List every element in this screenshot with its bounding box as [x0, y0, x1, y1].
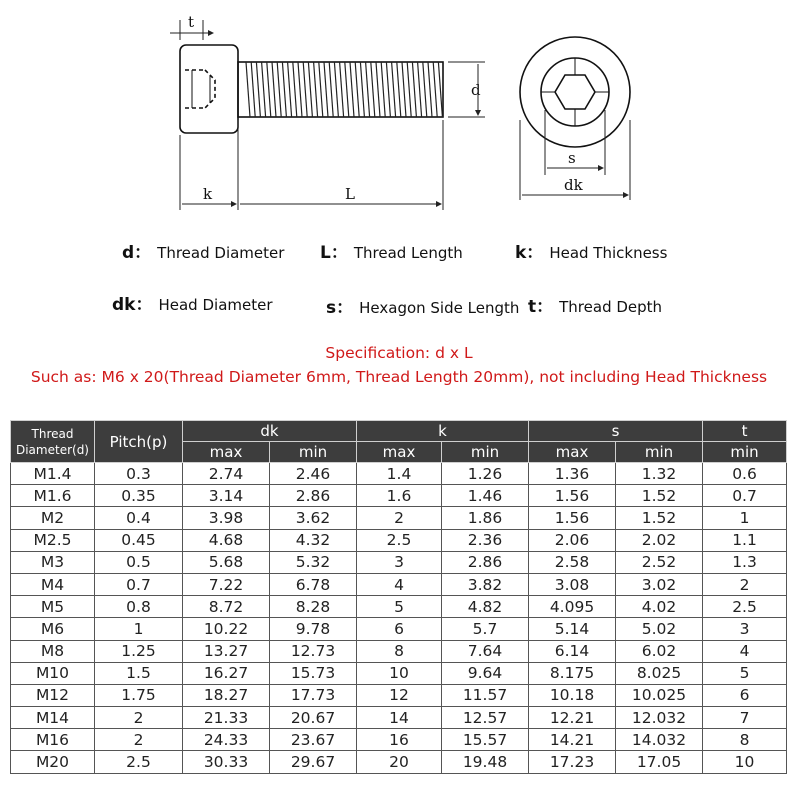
thread-line [433, 62, 437, 117]
thread-line [334, 62, 338, 117]
table-cell: 0.5 [95, 551, 183, 573]
thread-line [277, 62, 281, 117]
thread-line [418, 62, 422, 117]
table-cell: 0.4 [95, 507, 183, 529]
table-cell: 1.56 [529, 485, 616, 507]
thread-line [308, 62, 312, 117]
spec-format: Specification: d x L [325, 344, 473, 362]
thread-line [345, 62, 349, 117]
table-cell: 21.33 [183, 707, 270, 729]
table-cell: 10.025 [616, 684, 703, 706]
table-cell: M2.5 [11, 529, 95, 551]
table-cell: 4 [703, 640, 787, 662]
table-cell: 7.64 [442, 640, 529, 662]
table-row [11, 729, 787, 751]
table-cell: 16.27 [183, 662, 270, 684]
label-d: d [471, 81, 481, 99]
table-cell: M14 [11, 707, 95, 729]
header-pitch: Pitch(p) [95, 421, 183, 463]
thread-line [329, 62, 333, 117]
table-cell: 19.48 [442, 751, 529, 773]
label-L: L [345, 185, 355, 203]
table-cell: 5.32 [270, 551, 357, 573]
table-cell: 8 [357, 640, 442, 662]
table-cell: 9.64 [442, 662, 529, 684]
table-cell: M16 [11, 729, 95, 751]
table-row [11, 618, 787, 640]
table-row [11, 662, 787, 684]
spec-table [10, 420, 787, 774]
thread-line [293, 62, 297, 117]
thread-line [392, 62, 396, 117]
table-cell: M12 [11, 684, 95, 706]
table-cell: 1.46 [442, 485, 529, 507]
thread-line [340, 62, 344, 117]
thread-line [386, 62, 390, 117]
table-cell: 6.02 [616, 640, 703, 662]
table-cell: 2.5 [357, 529, 442, 551]
table-cell: 5.14 [529, 618, 616, 640]
header-dk-max: max [183, 442, 270, 463]
table-cell: 8 [703, 729, 787, 751]
header-thread-diameter: Thread Diameter(d) [11, 421, 95, 463]
table-cell: 12 [357, 684, 442, 706]
table-cell: 23.67 [270, 729, 357, 751]
table-cell: 29.67 [270, 751, 357, 773]
thread-line [350, 62, 354, 117]
thread-line [371, 62, 375, 117]
table-row [11, 463, 787, 485]
table-cell: 2.36 [442, 529, 529, 551]
table-cell: 16 [357, 729, 442, 751]
table-cell: 20 [357, 751, 442, 773]
table-cell: 17.23 [529, 751, 616, 773]
thread-line [272, 62, 276, 117]
table-cell: 1 [95, 618, 183, 640]
table-cell: 5.7 [442, 618, 529, 640]
table-cell: M4 [11, 573, 95, 595]
thread-line [251, 62, 255, 117]
table-cell: 12.73 [270, 640, 357, 662]
thread-line [438, 62, 442, 117]
end-view [520, 37, 630, 147]
table-cell: 12.21 [529, 707, 616, 729]
legend-s: s： Hexagon Side Length [326, 298, 520, 318]
table-cell: 1.52 [616, 485, 703, 507]
table-cell: 2 [95, 729, 183, 751]
table-cell: 4.095 [529, 596, 616, 618]
table-cell: 1.52 [616, 507, 703, 529]
table-cell: 11.57 [442, 684, 529, 706]
table-cell: 24.33 [183, 729, 270, 751]
table-cell: 1.75 [95, 684, 183, 706]
table-row [11, 751, 787, 773]
table-cell: M5 [11, 596, 95, 618]
table-cell: 1.1 [703, 529, 787, 551]
screw-head [180, 45, 238, 133]
table-cell: 2 [357, 507, 442, 529]
table-cell: 10.18 [529, 684, 616, 706]
header-s: s [529, 421, 703, 442]
thread-line [366, 62, 370, 117]
table-cell: 17.73 [270, 684, 357, 706]
thread-line [288, 62, 292, 117]
thread-line [298, 62, 302, 117]
table-cell: 18.27 [183, 684, 270, 706]
thread-line [360, 62, 364, 117]
table-cell: 4.02 [616, 596, 703, 618]
table-cell: M6 [11, 618, 95, 640]
table-row [11, 485, 787, 507]
header-s-max: max [529, 442, 616, 463]
label-dk: dk [564, 176, 583, 194]
table-cell: M1.4 [11, 463, 95, 485]
table-cell: 1.6 [357, 485, 442, 507]
table-cell: 14 [357, 707, 442, 729]
table-cell: 3.82 [442, 573, 529, 595]
thread-line [381, 62, 385, 117]
screw-diagram [0, 0, 798, 225]
table-cell: 2.74 [183, 463, 270, 485]
table-cell: 12.57 [442, 707, 529, 729]
label-t: t [188, 13, 195, 31]
table-cell: 13.27 [183, 640, 270, 662]
table-cell: 15.73 [270, 662, 357, 684]
table-cell: 2.02 [616, 529, 703, 551]
table-cell: M1.6 [11, 485, 95, 507]
table-cell: 4.32 [270, 529, 357, 551]
thread-line [314, 62, 318, 117]
table-cell: 6 [357, 618, 442, 640]
thread-line [324, 62, 328, 117]
table-row [11, 551, 787, 573]
table-cell: 1.3 [703, 551, 787, 573]
table-cell: 6 [703, 684, 787, 706]
table-cell: 12.032 [616, 707, 703, 729]
thread-line [262, 62, 266, 117]
table-cell: M10 [11, 662, 95, 684]
thread-line [407, 62, 411, 117]
thread-line [423, 62, 427, 117]
table-cell: 1.56 [529, 507, 616, 529]
table-cell: 2.5 [703, 596, 787, 618]
table-cell: 7.22 [183, 573, 270, 595]
table-cell: 2.86 [270, 485, 357, 507]
table-cell: M3 [11, 551, 95, 573]
table-cell: 17.05 [616, 751, 703, 773]
table-cell: 3.02 [616, 573, 703, 595]
table-cell: 4.82 [442, 596, 529, 618]
table-row [11, 640, 787, 662]
table-cell: 10.22 [183, 618, 270, 640]
table-cell: 0.7 [703, 485, 787, 507]
spec-example: Such as: M6 x 20(Thread Diameter 6mm, Thread Length 20mm), not including Head Thickness [30, 368, 768, 386]
thread-line [355, 62, 359, 117]
table-cell: 2.5 [95, 751, 183, 773]
thread-line [267, 62, 271, 117]
table-cell: 8.025 [616, 662, 703, 684]
table-cell: 0.45 [95, 529, 183, 551]
table-cell: 15.57 [442, 729, 529, 751]
table-cell: 4 [357, 573, 442, 595]
table-cell: 10 [703, 751, 787, 773]
table-cell: 14.032 [616, 729, 703, 751]
table-cell: 2 [703, 573, 787, 595]
table-cell: 1.32 [616, 463, 703, 485]
table-row [11, 684, 787, 706]
table-cell: 10 [357, 662, 442, 684]
thread-line [303, 62, 307, 117]
table-row [11, 707, 787, 729]
table-cell: 3.14 [183, 485, 270, 507]
label-s: s [568, 149, 576, 167]
table-row [11, 529, 787, 551]
table-cell: 0.6 [703, 463, 787, 485]
table-cell: 1 [703, 507, 787, 529]
thread-line [397, 62, 401, 117]
legend-k: k： Head Thickness [515, 243, 668, 263]
table-cell: 6.78 [270, 573, 357, 595]
thread-line [246, 62, 250, 117]
table-cell: 5 [357, 596, 442, 618]
thread-line [428, 62, 432, 117]
table-cell: 2.86 [442, 551, 529, 573]
header-k-min: min [442, 442, 529, 463]
table-row [11, 573, 787, 595]
table-cell: 3.08 [529, 573, 616, 595]
header-k-max: max [357, 442, 442, 463]
table-cell: 1.36 [529, 463, 616, 485]
table-cell: 30.33 [183, 751, 270, 773]
table-cell: 1.5 [95, 662, 183, 684]
table-cell: 8.72 [183, 596, 270, 618]
table-cell: 9.78 [270, 618, 357, 640]
table-cell: 3.98 [183, 507, 270, 529]
thread-line [402, 62, 406, 117]
table-cell: 0.7 [95, 573, 183, 595]
table-cell: 0.35 [95, 485, 183, 507]
table-cell: 14.21 [529, 729, 616, 751]
table-cell: 8.28 [270, 596, 357, 618]
header-dk: dk [183, 421, 357, 442]
legend-L: L： Thread Length [320, 243, 463, 263]
table-cell: 2.58 [529, 551, 616, 573]
table-cell: 5 [703, 662, 787, 684]
table-cell: 5.02 [616, 618, 703, 640]
table-cell: 4.68 [183, 529, 270, 551]
table-row [11, 507, 787, 529]
table-cell: 6.14 [529, 640, 616, 662]
table-cell: 1.4 [357, 463, 442, 485]
threads [246, 62, 442, 117]
table-cell: M2 [11, 507, 95, 529]
thread-line [256, 62, 260, 117]
table-cell: 3.62 [270, 507, 357, 529]
label-k: k [203, 185, 213, 203]
table-cell: 20.67 [270, 707, 357, 729]
table-cell: 8.175 [529, 662, 616, 684]
thread-line [319, 62, 323, 117]
table-cell: 2.46 [270, 463, 357, 485]
table-row [11, 596, 787, 618]
legend-d: d： Thread Diameter [122, 243, 285, 263]
table-cell: 2.52 [616, 551, 703, 573]
legend-dk: dk： Head Diameter [112, 295, 273, 315]
table-cell: 2 [95, 707, 183, 729]
header-k: k [357, 421, 529, 442]
header-t-min: min [703, 442, 787, 463]
header-dk-min: min [270, 442, 357, 463]
table-cell: 7 [703, 707, 787, 729]
legend-t: t： Thread Depth [528, 297, 663, 317]
table-cell: M8 [11, 640, 95, 662]
table-cell: 3 [703, 618, 787, 640]
thread-line [376, 62, 380, 117]
header-t: t [703, 421, 787, 442]
table-cell: 0.3 [95, 463, 183, 485]
table-cell: 1.25 [95, 640, 183, 662]
table-cell: 0.8 [95, 596, 183, 618]
table-cell: 1.86 [442, 507, 529, 529]
table-cell: 3 [357, 551, 442, 573]
header-s-min: min [616, 442, 703, 463]
table-cell: 1.26 [442, 463, 529, 485]
thread-line [282, 62, 286, 117]
thread-line [412, 62, 416, 117]
table-cell: 5.68 [183, 551, 270, 573]
table-cell: M20 [11, 751, 95, 773]
table-cell: 2.06 [529, 529, 616, 551]
